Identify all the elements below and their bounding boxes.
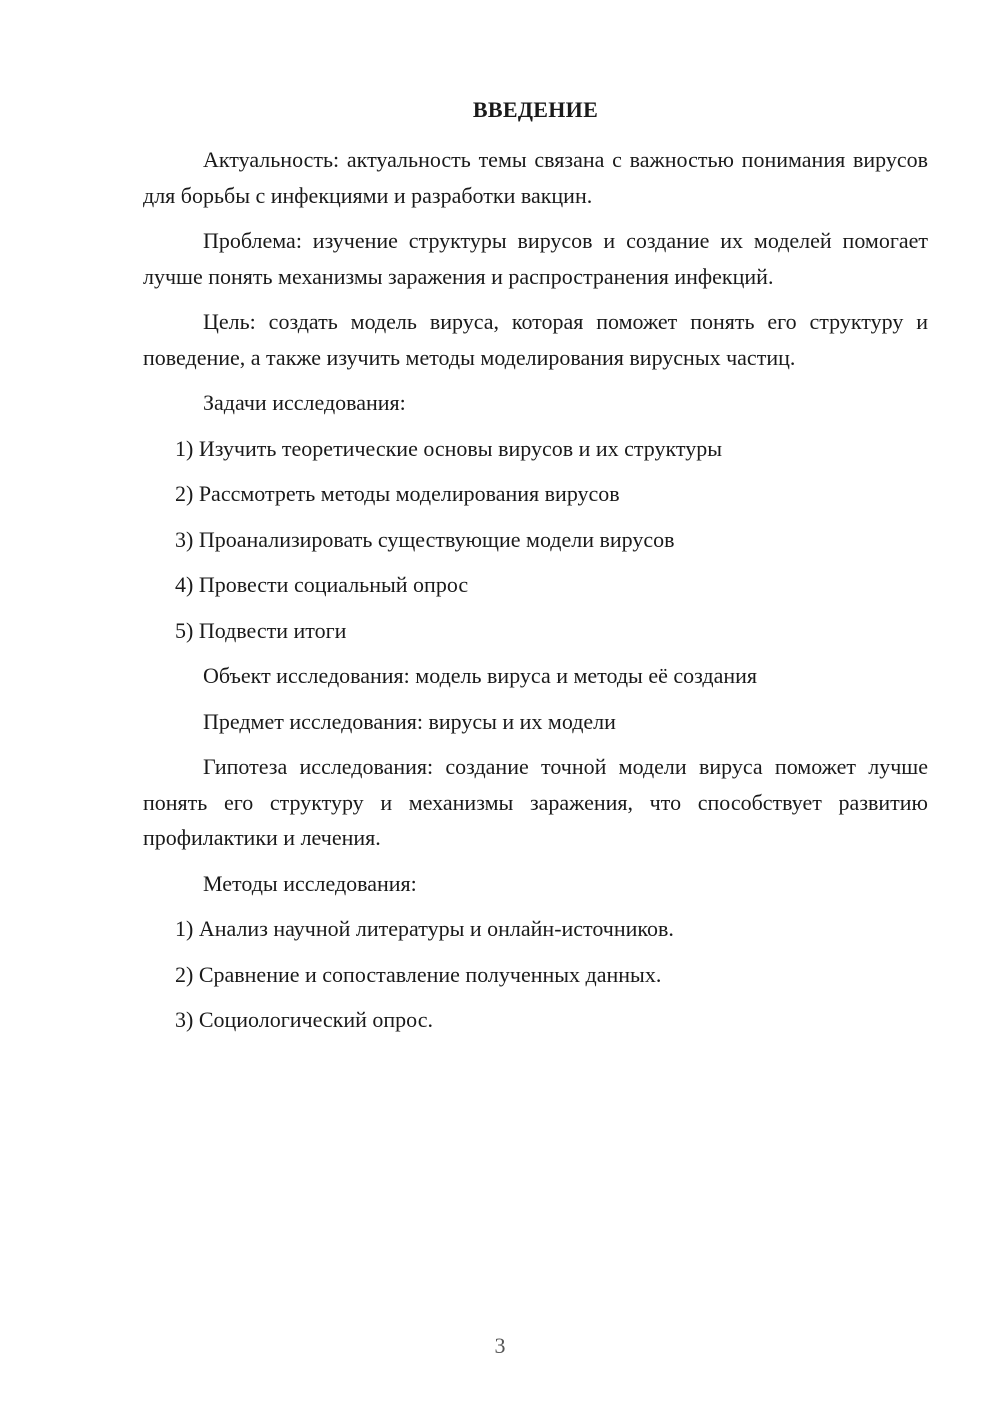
list-item: 3) Социологический опрос. [175, 1007, 433, 1032]
list-item: 2) Рассмотреть методы моделирования вирусов [175, 481, 620, 506]
subject-line: Предмет исследования: вирусы и их модели [203, 708, 616, 734]
tasks-list [143, 431, 928, 649]
object-line: Объект исследования: модель вируса и методы её создания [203, 663, 758, 688]
list-item: 1) Изучить теоретические основы вирусов и их структуры [175, 435, 723, 461]
list-item: 1) Анализ научной литературы и онлайн-источников. [175, 916, 674, 941]
page-title: ВВЕДЕНИЕ [472, 97, 599, 122]
page-number: 3 [494, 1333, 506, 1358]
hypothesis-paragraph: Гипотеза исследования: создание точной модели вируса поможет лучше понять его структуру и механизмы заражения, что способствует развитию профилактики и лечения. [143, 754, 928, 850]
methods-list [143, 911, 928, 1038]
tasks-heading: Задачи исследования: [203, 390, 406, 415]
list-item: 4) Провести социальный опрос [175, 572, 469, 597]
list-item: 5) Подвести итоги [175, 617, 347, 643]
list-item: 3) Проанализировать существующие модели вирусов [175, 526, 675, 552]
methods-heading: Методы исследования: [203, 870, 417, 896]
relevance-paragraph: Актуальность: актуальность темы связана с важностью понимания вирусов для борьбы с инфекциями и разработки вакцин. [143, 147, 928, 208]
list-item: 2) Сравнение и сопоставление полученных данных. [175, 961, 662, 987]
document-page [143, 94, 928, 1048]
goal-paragraph: Цель: создать модель вируса, которая поможет понять его структуру и поведение, а также изучить методы моделирования вирусных частиц. [143, 309, 928, 370]
problem-paragraph: Проблема: изучение структуры вирусов и создание их моделей помогает лучше понять механизмы заражения и распространения инфекций. [143, 228, 928, 289]
